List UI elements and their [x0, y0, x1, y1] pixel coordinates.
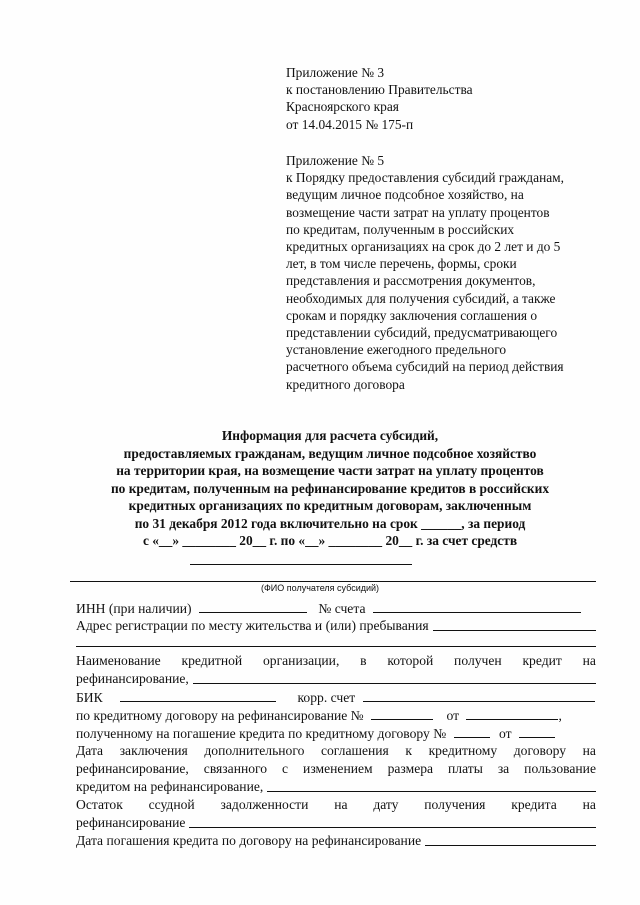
repaid-contract-from-label: от	[499, 726, 512, 741]
appendix-5-line: ведущим личное подсобное хозяйство, на	[286, 187, 524, 203]
supp-word: соглашения	[320, 743, 389, 758]
account-label: № счета	[318, 601, 366, 616]
address-field[interactable]	[433, 618, 596, 631]
credit-org-word: на	[582, 653, 596, 668]
appendix-3-line: от 14.04.2015 № 175-п	[286, 116, 414, 132]
refinancing-label: рефинансирование,	[76, 671, 189, 686]
supp-word: пользование	[524, 761, 596, 776]
appendix-5-line: представления и рассмотрения документов,	[286, 273, 536, 289]
appendix-5-line: возмещение части затрат на уплату процентов	[286, 204, 550, 220]
balance-word: задолженности	[220, 797, 309, 812]
supp-word: Дата	[76, 743, 104, 758]
title-line: по кредитам, полученным на рефинансирование кредитов в российских	[110, 480, 550, 496]
title-line: предоставляемых гражданам, ведущим личное подсобное хозяйство	[123, 445, 537, 461]
appendix-5-line: установление ежегодного предельного	[286, 342, 507, 358]
appendix-3-header	[286, 64, 606, 133]
supp-word: изменением	[303, 761, 373, 776]
repaid-contract-number-field[interactable]	[454, 725, 490, 738]
credit-org-name-field[interactable]	[193, 671, 596, 684]
supp-line3-label: кредитом на рефинансирование,	[76, 779, 264, 794]
repay-date-field[interactable]	[425, 833, 596, 846]
appendix-5-line: представлении субсидий, предусматривающего	[286, 325, 558, 341]
supp-word: рефинансирование,	[76, 761, 189, 776]
repaid-contract-label: полученному на погашение кредита по кредитному договору №	[76, 726, 447, 741]
credit-org-word: которой	[387, 653, 434, 668]
refi-contract-from-label: от	[446, 708, 460, 723]
refi-contract-row	[76, 707, 596, 724]
corr-account-label: корр. счет	[297, 690, 356, 705]
supp-agreement-date-field[interactable]	[267, 779, 596, 792]
trailing-comma: ,	[558, 708, 562, 723]
balance-word: Остаток	[76, 797, 123, 812]
credit-org-word: получен	[454, 653, 502, 668]
supp-word: за	[497, 761, 510, 776]
repay-date-row	[76, 833, 596, 849]
supp-word: размера	[387, 761, 434, 776]
appendix-5-line: необходимых для получения субсидий, а также	[286, 290, 556, 306]
credit-org-row	[76, 653, 596, 669]
appendix-5-header	[286, 152, 606, 393]
fio-field-line[interactable]	[70, 581, 596, 582]
refi-contract-label: по кредитному договору на рефинансирование №	[76, 708, 364, 723]
appendix-5-line: лет, в том числе перечень, формы, сроки	[286, 256, 517, 272]
inn-field[interactable]	[199, 600, 307, 613]
repaid-contract-date-field[interactable]	[519, 725, 555, 738]
address-field-line-2[interactable]	[76, 646, 596, 647]
fio-caption: (ФИО получателя субсидий)	[260, 583, 380, 593]
balance-word: на	[334, 797, 348, 812]
appendix-5-line: по кредитам, полученным в российских	[286, 221, 515, 237]
address-row	[76, 618, 596, 634]
credit-org-word: кредитной	[181, 653, 243, 668]
supp-word: с	[282, 761, 289, 776]
supp-word: на	[582, 743, 596, 758]
appendix-5-line: срокам и порядку заключения соглашения о	[286, 307, 538, 323]
credit-org-word: Наименование	[76, 653, 161, 668]
title-line: на территории края, на возмещение части затрат на уплату процентов	[116, 463, 544, 478]
account-field[interactable]	[373, 600, 581, 613]
repaid-contract-row	[76, 725, 596, 742]
title-line: с «__» ________ 20__ г. по «__» ________ 20__ г. за счет средств	[142, 533, 518, 548]
title-line: по 31 декабря 2012 года включительно на срок ______, за период	[134, 515, 526, 531]
inn-label: ИНН (при наличии)	[76, 601, 192, 616]
supp-word: платы	[448, 761, 483, 776]
appendix-5-line: Приложение № 5	[286, 153, 385, 168]
loan-balance-field[interactable]	[189, 815, 596, 828]
balance-word: получения	[424, 797, 486, 812]
appendix-3-line: Красноярского края	[286, 99, 399, 115]
address-label: Адрес регистрации по месту жительства и (или) пребывания	[76, 618, 429, 633]
supp-agreement-row-1	[76, 743, 596, 759]
bik-row	[76, 689, 596, 706]
supp-word: дополнительного	[204, 743, 305, 758]
refinancing-row	[76, 671, 596, 687]
repay-date-label: Дата погашения кредита по договору на рефинансирование	[76, 833, 422, 848]
appendix-5-line: кредитных организациях на срок до 2 лет и до 5	[286, 239, 561, 255]
title-line: кредитных организациях по кредитным договорам, заключенным	[128, 498, 532, 513]
credit-org-word: организации,	[262, 653, 340, 668]
supp-agreement-row-2	[76, 761, 596, 777]
appendix-3-line: к постановлению Правительства	[286, 82, 473, 98]
balance-word: кредита	[511, 797, 557, 812]
inn-row	[76, 600, 596, 617]
refi-contract-date-field[interactable]	[466, 707, 558, 720]
refi-contract-number-field[interactable]	[371, 707, 433, 720]
supp-agreement-row-3	[76, 779, 596, 795]
balance-word: на	[582, 797, 596, 812]
appendix-5-line: к Порядку предоставления субсидий гражданам,	[286, 170, 564, 186]
credit-org-word: кредит	[522, 653, 562, 668]
funding-source-field-line[interactable]	[190, 564, 412, 565]
supp-word: кредитному	[428, 743, 498, 758]
supp-word: связанного	[203, 761, 268, 776]
bik-label: БИК	[76, 690, 103, 705]
corr-account-field[interactable]	[363, 689, 595, 702]
credit-org-word: в	[360, 653, 367, 668]
appendix-5-line: кредитного договора	[286, 376, 405, 392]
balance-line2-label: рефинансирование	[76, 815, 186, 830]
balance-word: ссудной	[148, 797, 195, 812]
balance-word: дату	[373, 797, 399, 812]
appendix-5-line: расчетного объема субсидий на период действия	[286, 359, 564, 375]
title-line: Информация для расчета субсидий,	[221, 428, 439, 443]
bik-field[interactable]	[120, 689, 276, 702]
supp-word: заключения	[119, 743, 188, 758]
supp-word: договору	[513, 743, 567, 758]
balance-row	[76, 797, 596, 813]
supp-word: к	[405, 743, 412, 758]
appendix-3-line: Приложение № 3	[286, 65, 385, 80]
balance-row-2	[76, 815, 596, 831]
document-title	[60, 427, 600, 550]
